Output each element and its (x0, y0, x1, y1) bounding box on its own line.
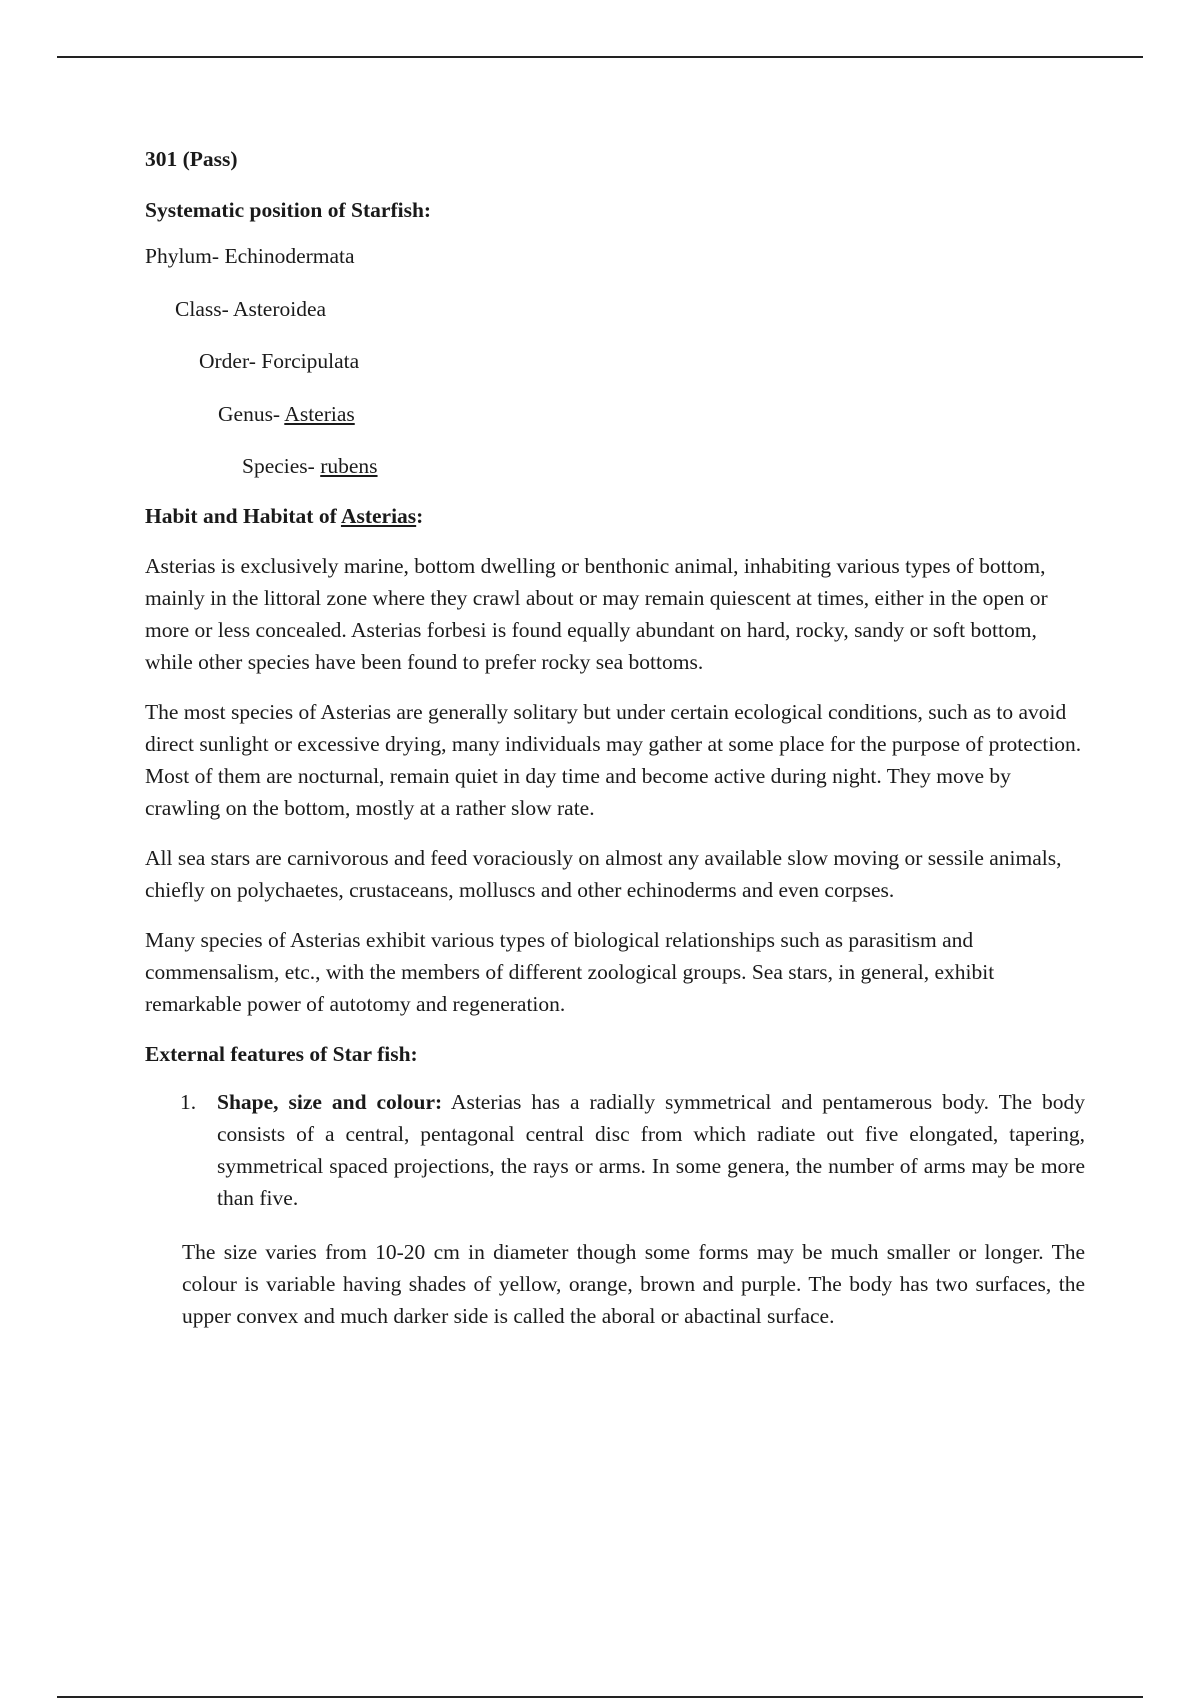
external-list-item (180, 1086, 1085, 1214)
external-continuation: The size varies from 10-20 cm in diameter though some forms may be much smaller or longer. The colour is variable having shades of yellow, orange, brown and purple. The body has two surfaces, the upper convex and much darker side is called the aboral or abactinal surface. (182, 1239, 1085, 1328)
habit-paragraph: The most species of Asterias are generally solitary but under certain ecological conditions, such as to avoid direct sunlight or excessive drying, many individuals may gather at some place for the purpose of protection. Most of them are nocturnal, remain quiet in day time and become active during night. They move by crawling on the bottom, mostly at a rather slow rate. (145, 700, 1082, 820)
habit-paragraph: Asterias is exclusively marine, bottom dwelling or benthonic animal, inhabiting various types of bottom, mainly in the littoral zone where they crawl about or may remain quiescent at times, either in the open or more or less concealed. Asterias forbesi is found equally abundant on hard, rocky, sandy or soft bottom, while other species have been found to prefer rocky sea bottoms. (145, 554, 1048, 674)
habit-heading (145, 500, 1085, 532)
habit-heading-name: Asterias (340, 504, 417, 528)
page-label: 301 (Pass) (145, 147, 238, 171)
taxonomy-genus (145, 398, 1085, 430)
species-name: rubens (320, 454, 378, 478)
habit-heading-prefix: Habit and Habitat of (145, 504, 341, 528)
external-heading: External features of Star fish: (145, 1042, 418, 1066)
document-body (145, 143, 1085, 1353)
list-item-lead: Shape, size and colour: (217, 1090, 443, 1114)
footer-rule (57, 1696, 1143, 1698)
header-rule (57, 56, 1143, 58)
habit-paragraph: Many species of Asterias exhibit various types of biological relationships such as parasitism and commensalism, etc., with the members of different zoological groups. Sea stars, in general, exhibit remarkable power of autotomy and regeneration. (145, 928, 995, 1016)
habit-paragraph: All sea stars are carnivorous and feed voraciously on almost any available slow moving or sessile animals, chiefly on polychaetes, crustaceans, molluscs and other echinoderms and even corpses. (145, 846, 1062, 902)
taxonomy-phylum: Phylum- Echinodermata (145, 244, 355, 268)
list-number: 1. (180, 1090, 197, 1114)
taxonomy-class: Class- Asteroidea (175, 296, 327, 321)
species-prefix: Species- (242, 454, 321, 478)
genus-prefix: Genus- (218, 401, 285, 426)
taxonomy-order: Order- Forcipulata (199, 349, 360, 373)
list-item-text: Asterias has a radially symmetrical and pentamerous body. The body consists of a central, pentagonal central disc from which radiate out five elongated, tapering, symmetrical spaced projections, the rays or arms. In some genera, the number of arms may be more than five. (217, 1090, 1085, 1210)
habit-heading-suffix: : (416, 504, 424, 528)
genus-name: Asterias (284, 401, 355, 426)
taxonomy-species (145, 450, 1085, 482)
systematic-heading: Systematic position of Starfish: (145, 198, 432, 222)
